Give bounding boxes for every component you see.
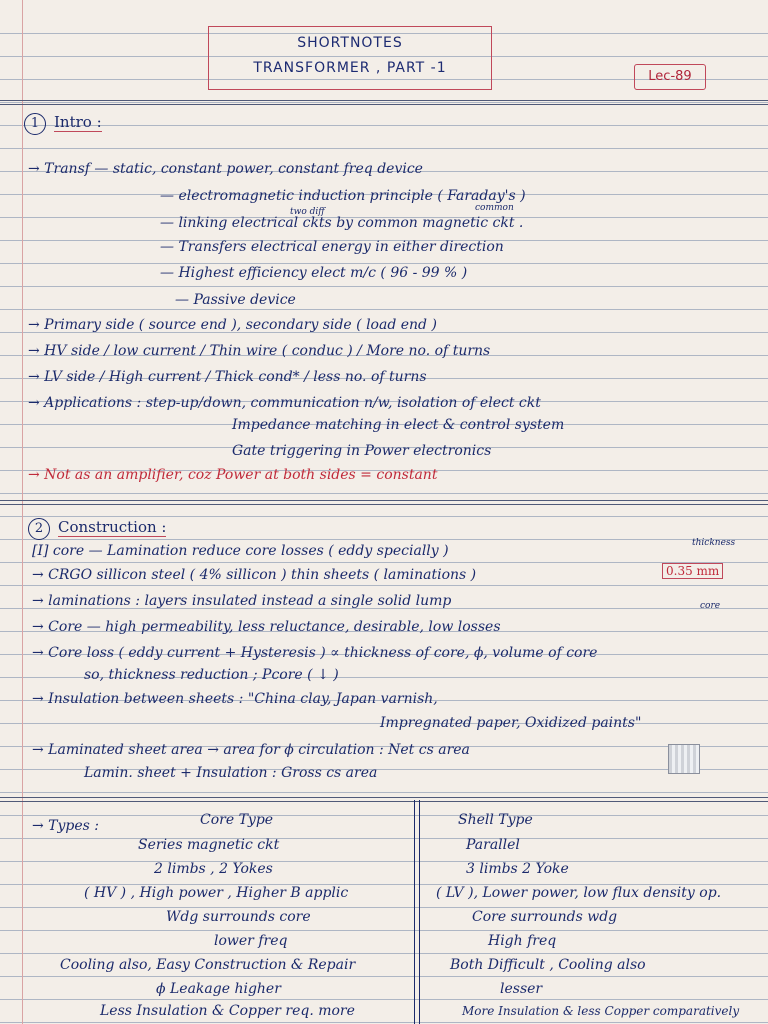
shell-type-row: Both Difficult , Cooling also bbox=[450, 957, 646, 973]
note-common: common bbox=[475, 203, 514, 213]
header-divider bbox=[0, 100, 768, 105]
intro-line: — linking electrical ckts by common magnetic ckt . bbox=[160, 215, 524, 231]
shell-type-heading: Shell Type bbox=[458, 812, 533, 828]
shell-type-row: 3 limbs 2 Yoke bbox=[466, 861, 569, 877]
section-number: 1 bbox=[24, 113, 46, 135]
intro-line: → Transf — static, constant power, constant freq device bbox=[28, 161, 423, 177]
margin-line bbox=[22, 0, 23, 1024]
shell-type-row: ( LV ), Lower power, low flux density op. bbox=[436, 885, 722, 901]
intro-line: — Passive device bbox=[175, 292, 296, 308]
shell-type-row: More Insulation & less Copper comparatively bbox=[462, 1004, 740, 1018]
section-divider bbox=[0, 797, 768, 802]
intro-heading bbox=[24, 113, 102, 135]
construction-line: → Core — high permeability, less reluctance, desirable, low losses bbox=[32, 619, 501, 635]
thickness-box bbox=[662, 562, 723, 580]
title-line-1: SHORTNOTES bbox=[297, 35, 403, 51]
intro-line: → Primary side ( source end ), secondary side ( load end ) bbox=[28, 317, 437, 333]
note-core: core bbox=[700, 601, 721, 611]
core-type-row: Less Insulation & Copper req. more bbox=[100, 1003, 355, 1019]
construction-line: so, thickness reduction ; Pcore ( ↓ ) bbox=[84, 667, 339, 683]
section-divider bbox=[0, 500, 768, 505]
lecture-badge: Lec-89 bbox=[634, 64, 706, 90]
core-type-row: 2 limbs , 2 Yokes bbox=[154, 861, 273, 877]
core-type-heading: Core Type bbox=[200, 812, 274, 828]
section-number: 2 bbox=[28, 518, 50, 540]
core-type-row: ( HV ) , High power , Higher B applic bbox=[84, 885, 349, 901]
intro-line: Gate triggering in Power electronics bbox=[232, 443, 492, 459]
intro-line: → LV side / High current / Thick cond* / less no. of turns bbox=[28, 369, 427, 385]
construction-line: [I] core — Lamination reduce core losses ( eddy specially ) bbox=[32, 543, 449, 559]
title-line-2: TRANSFORMER , PART -1 bbox=[253, 60, 447, 76]
shell-type-row: High freq bbox=[488, 933, 557, 949]
intro-heading-text: Intro : bbox=[54, 113, 102, 131]
construction-line: → Insulation between sheets : "China clay, Japan varnish, bbox=[32, 691, 438, 707]
core-type-row: Series magnetic ckt bbox=[138, 837, 280, 853]
construction-line: → Laminated sheet area → area for ϕ circulation : Net cs area bbox=[32, 742, 470, 758]
construction-heading bbox=[28, 518, 166, 540]
construction-line: → CRGO sillicon steel ( 4% sillicon ) thin sheets ( laminations ) bbox=[32, 567, 477, 583]
thickness-value: 0.35 mm bbox=[662, 563, 723, 579]
core-type-row: Cooling also, Easy Construction & Repair bbox=[60, 957, 356, 973]
types-label: → Types : bbox=[32, 818, 100, 834]
construction-line: → laminations : layers insulated instead a single solid lump bbox=[32, 593, 452, 609]
shell-type-row: Parallel bbox=[466, 837, 520, 853]
note-two-diff: two diff bbox=[290, 207, 325, 217]
intro-line: — Highest efficiency elect m/c ( 96 - 99 % ) bbox=[160, 265, 468, 281]
column-divider bbox=[414, 800, 420, 1024]
construction-line: → Core loss ( eddy current + Hysteresis ) ∝ thickness of core, ϕ, volume of core bbox=[32, 645, 598, 661]
construction-heading-text: Construction : bbox=[58, 518, 167, 536]
note-thickness: thickness bbox=[692, 538, 736, 548]
core-type-row: ϕ Leakage higher bbox=[156, 981, 281, 997]
intro-line: → HV side / low current / Thin wire ( conduc ) / More no. of turns bbox=[28, 343, 491, 359]
core-type-row: lower freq bbox=[214, 933, 288, 949]
shell-type-row: Core surrounds wdg bbox=[472, 909, 618, 925]
construction-line: Impregnated paper, Oxidized paints" bbox=[380, 715, 642, 731]
red-note: → Not as an amplifier, coz Power at both sides = constant bbox=[28, 467, 438, 483]
construction-line: Lamin. sheet + Insulation : Gross cs area bbox=[84, 765, 378, 781]
intro-line: Impedance matching in elect & control system bbox=[232, 417, 565, 433]
shell-type-row: lesser bbox=[500, 981, 543, 997]
intro-line: — electromagnetic induction principle ( Faraday's ) bbox=[160, 188, 526, 204]
intro-line: → Applications : step-up/down, communication n/w, isolation of elect ckt bbox=[28, 395, 541, 411]
intro-line: — Transfers electrical energy in either direction bbox=[160, 239, 504, 255]
book-icon bbox=[668, 744, 700, 774]
title-box bbox=[208, 26, 492, 90]
core-type-row: Wdg surrounds core bbox=[166, 909, 311, 925]
